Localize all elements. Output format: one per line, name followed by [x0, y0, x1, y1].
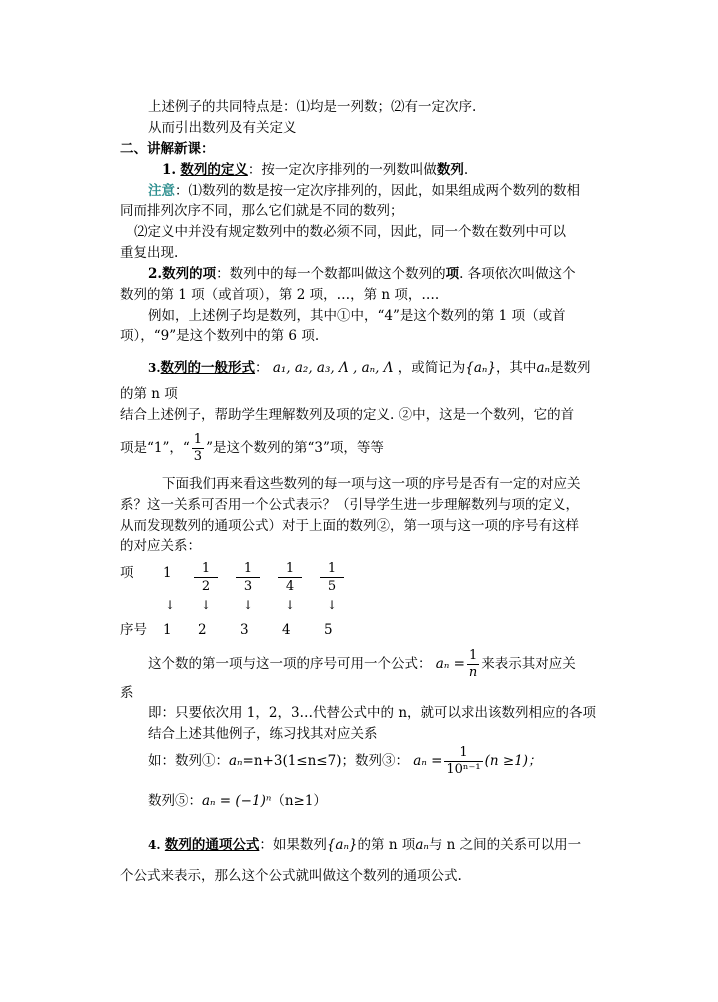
table-index: 1 — [163, 622, 172, 638]
fraction — [444, 745, 482, 778]
term-symbol: aₙ — [536, 360, 550, 376]
def-text: 与 n 之间的关系可以用一 — [428, 837, 582, 853]
text-line: 结合上述例子，帮助学生理解数列及项的定义. ②中，这是一个数列，它的首 — [120, 407, 575, 423]
text-line: 个公式来表示，那么这个公式就叫做这个数列的通项公式. — [120, 868, 462, 884]
def-text: ：如果数列 — [259, 837, 327, 853]
def-number: 2. — [148, 266, 163, 282]
text-line: 系 — [120, 685, 134, 701]
note-line — [148, 181, 580, 201]
down-arrow-icon: ↓ — [327, 598, 338, 612]
text-line: 的对应关系： — [120, 538, 201, 554]
text-line: 项），“9”是这个数列中的第 6 项. — [120, 328, 320, 344]
down-arrow-icon: ↓ — [285, 598, 296, 612]
text-line: 结合上述其他例子，练习找其对应关系 — [148, 726, 378, 742]
numerator: 1 — [193, 432, 203, 447]
example-formulas — [148, 741, 542, 781]
text-line: 重复出现. — [120, 245, 179, 261]
def-text: ：数列中的每一个数都叫做这个数列的 — [216, 266, 446, 282]
def-colon: ： — [255, 360, 269, 376]
note-text: ：⑴数列的数是按一定次序排列的，因此，如果组成两个数列的数相 — [175, 183, 580, 199]
text-line: 例如，上述例子均是数列，其中①中，“4”是这个数列的第 1 项（或首 — [148, 308, 566, 324]
denominator: n — [468, 665, 478, 680]
table-term-fraction: $\frac{1}{4}$ — [278, 560, 302, 595]
table-index: 4 — [282, 622, 291, 638]
sequence-5-line — [148, 791, 327, 811]
formula-line — [148, 645, 576, 683]
numerator: 1 — [444, 745, 482, 762]
formula-lhs: aₙ = — [435, 656, 465, 672]
definition-1 — [162, 160, 468, 180]
condition: （n≥1） — [271, 793, 327, 809]
def-title: 数列的通项公式 — [164, 837, 260, 853]
text: 来表示其对应关 — [481, 656, 576, 672]
fraction — [192, 432, 204, 465]
def-text: ，或简记为 — [397, 360, 466, 376]
table-term-fraction: $\frac{1}{3}$ — [236, 560, 260, 595]
text: ”是这个数列的第“3”项，等等 — [206, 440, 384, 456]
text-line: 从而引出数列及有关定义 — [148, 120, 297, 136]
table-index: 3 — [240, 622, 249, 638]
formula: aₙ = (−1)ⁿ — [202, 793, 272, 809]
text-line: ⑵定义中并没有规定数列中的数必须不同，因此，同一个数在数列中可以 — [134, 224, 566, 240]
sequence-brace: {aₙ} — [465, 360, 496, 376]
text: 如：数列①： — [148, 753, 229, 769]
row-label-index: 序号 — [120, 622, 147, 638]
text: =n+3(1≤n≤7)；数列③： — [242, 753, 409, 769]
table-term-fraction: $\frac{1}{2}$ — [194, 560, 218, 595]
denominator: 3 — [193, 449, 203, 464]
def-text: 的第 n 项 — [357, 837, 416, 853]
def-text: . 各项依次叫做这个 — [459, 266, 576, 282]
def-title: 数列的项 — [162, 266, 217, 282]
down-arrow-icon: ↓ — [201, 598, 212, 612]
fraction — [467, 648, 479, 681]
def-number: 3. — [148, 361, 161, 375]
def-text: 是数列 — [549, 360, 591, 376]
text-line-with-fraction — [120, 430, 384, 466]
formula-lhs: aₙ = — [413, 753, 443, 769]
definition-2 — [148, 264, 576, 284]
def-text: ：按一定次序排列的一列数叫做 — [247, 162, 437, 178]
def-term: 项 — [445, 266, 460, 282]
table-index: 2 — [198, 622, 207, 638]
def-term: 数列 — [436, 162, 464, 178]
text: 这个数的第一项与这一项的序号可用一个公式： — [148, 656, 432, 672]
down-arrow-icon: ↓ — [165, 598, 176, 612]
definition-3 — [148, 358, 590, 378]
denominator: 10ⁿ⁻¹ — [446, 762, 481, 777]
term-symbol: aₙ — [229, 753, 243, 769]
text-line: 从而发现数列的通项公式）对于上面的数列②，第一项与这一项的序号有这样 — [120, 518, 579, 534]
text-line: 数列的第 1 项（或首项），第 2 项，…，第 n 项，…. — [120, 287, 440, 303]
row-label-term: 项 — [120, 565, 134, 581]
text-line: 的第 n 项 — [120, 386, 178, 402]
def-number: 1. — [162, 162, 177, 178]
def-number: 4. — [148, 838, 161, 852]
sequence-brace: {aₙ} — [326, 837, 358, 853]
text-line: 上述例子的共同特点是：⑴均是一列数；⑵有一定次序. — [148, 99, 477, 115]
numerator: 1 — [467, 648, 479, 665]
text-line: 同而排列次序不同，那么它们就是不同的数列； — [120, 203, 404, 219]
note-label: 注意 — [148, 183, 175, 199]
sequence-formula: a₁, a₂, a₃, Λ , aₙ, Λ — [272, 360, 394, 376]
table-index: 5 — [324, 622, 333, 638]
section-heading: 二、讲解新课： — [120, 141, 215, 157]
def-title: 数列的定义 — [180, 162, 248, 178]
term-symbol: aₙ — [415, 837, 429, 853]
def-end: . — [463, 162, 469, 178]
def-title: 数列的一般形式 — [160, 360, 256, 376]
text-line: 系？这一关系可否用一个公式表示？（引导学生进一步理解数列与项的定义， — [120, 497, 579, 513]
text-line: 下面我们再来看这些数列的每一项与这一项的序号是否有一定的对应关 — [162, 476, 581, 492]
table-term-fraction: $\frac{1}{5}$ — [320, 560, 344, 595]
definition-4 — [148, 835, 581, 855]
def-text: ，其中 — [495, 360, 537, 376]
text: 数列⑤： — [148, 793, 202, 809]
text: 项是“1”，“ — [120, 440, 190, 456]
down-arrow-icon: ↓ — [243, 598, 254, 612]
text-line: 即：只要依次用 1，2，3…代替公式中的 n，就可以求出该数列相应的各项 — [148, 705, 597, 721]
condition: (n ≥1)； — [484, 753, 542, 769]
table-term: 1 — [163, 565, 172, 581]
